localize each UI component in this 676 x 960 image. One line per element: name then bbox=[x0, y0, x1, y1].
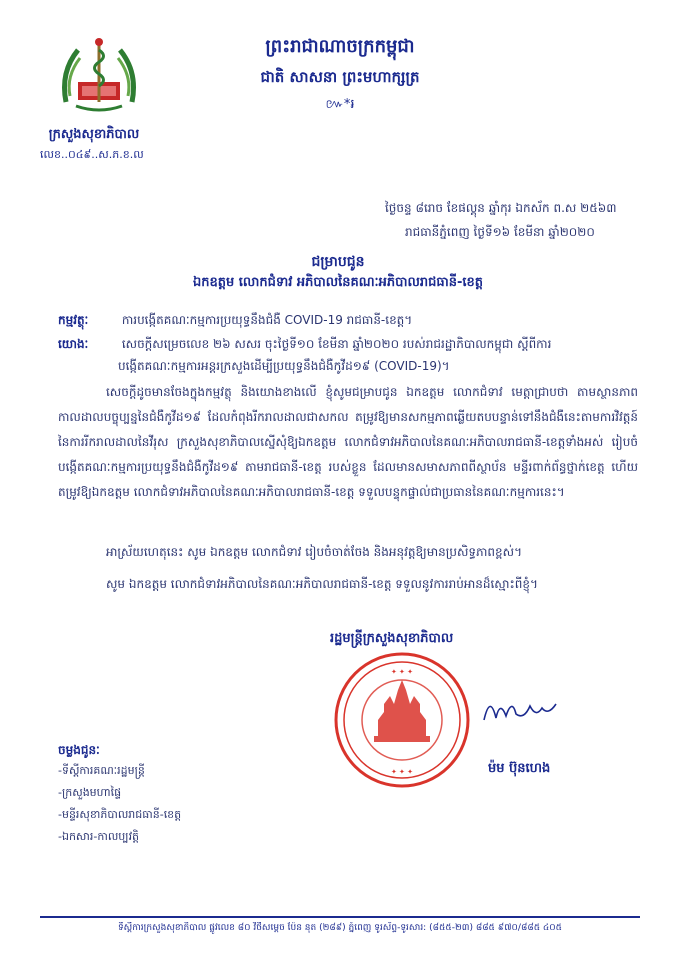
official-seal-icon bbox=[332, 650, 472, 790]
signer-name: ម៉ម ប៊ុនហេង bbox=[488, 761, 551, 776]
ministry-name: ក្រសួងសុខាភិបាល bbox=[48, 127, 140, 142]
reference-text-line1: សេចក្តីសម្រេចលេខ ២៦ សសរ ចុះថ្ងៃទី១០ ខែមីនា ឆ្នាំ២០២០ របស់រាជរដ្ឋាភិបាលកម្ពុជា ស្តីពីការ bbox=[121, 337, 552, 351]
ministry-emblem-icon bbox=[56, 32, 142, 116]
body-paragraph-2: អាស្រ័យហេតុនេះ សូម ឯកឧត្តម លោកជំទាវ រៀបចំចាត់ចែង និងអនុវត្តឱ្យមានប្រសិទ្ធភាពខ្ពស់។ bbox=[106, 545, 522, 559]
reference-line bbox=[58, 336, 551, 354]
svg-text:✦ ✦ ✦: ✦ ✦ ✦ bbox=[390, 668, 414, 676]
signer-title: រដ្ឋមន្ត្រីក្រសួងសុខាភិបាល bbox=[330, 631, 454, 646]
cc-title: ចម្លងជូនៈ bbox=[58, 743, 100, 757]
footer-address: ទីស្តីការក្រសួងសុខាភិបាល ផ្លូវលេខ ៨០ វិថីសម្តេច ប៉ែន នុត (២៨៩) ភ្នំពេញ ទូរស័ព្ទ-ទូរសារ: (៨៥៥-២៣) ៨៨៥ ៩៧០/៨៨៥ ៤០៥ bbox=[117, 923, 563, 933]
subject-text: ការបង្កើតគណៈកម្មការប្រយុទ្ធនឹងជំងឺ COVID-19 រាជធានី-ខេត្ត។ bbox=[121, 313, 413, 327]
solar-date: រាជធានីភ្នំពេញ ថ្ងៃទី១៦ ខែមីនា ឆ្នាំ២០២០ bbox=[405, 225, 595, 239]
cc-item: -ក្រសួងមហាផ្ទៃ bbox=[58, 786, 122, 799]
cc-item: -ឯកសារ-កាលប្បវត្តិ bbox=[58, 830, 140, 843]
reference-label: យោងៈ bbox=[58, 337, 89, 351]
body-paragraph-3: សូម ឯកឧត្តម លោកជំទាវអភិបាលនៃគណៈអភិបាលរាជធានី-ខេត្ត ទទួលនូវការរាប់អានដ៏ស្មោះពីខ្ញុំ។ bbox=[106, 577, 538, 591]
lunar-date: ថ្ងៃចន្ទ ៨រោច ខែផល្គុន ឆ្នាំកុរ ឯកស័ក ព.ស ២៥៦៣ bbox=[385, 201, 617, 215]
svg-text:✦ ✦ ✦: ✦ ✦ ✦ bbox=[390, 768, 414, 776]
cc-item: -ទីស្តីការគណៈរដ្ឋមន្ត្រី bbox=[58, 764, 145, 777]
reference-text-line2: បង្កើតគណៈកម្មការអន្តរក្រសួងដើម្បីប្រយុទ្ធនឹងជំងឺកូវីដ១៩ (COVID-19)។ bbox=[118, 359, 450, 373]
subject-line bbox=[58, 312, 412, 330]
body-paragraph-1: សេចក្តីដូចមានចែងក្នុងកម្មវត្ថុ និងយោងខាងលើ ខ្ញុំសូមជម្រាបជូន ឯកឧត្តម លោកជំទាវ មេត្តាជ្រាបថា តាមស្ថានភាពកាលដាលបច្ចុប្បន្ននៃជំងឺកូវីដ១៩ ដែលកំពុងរីករាលដាលជាសកល តម្រូវឱ្យមានសកម្មភាពឆ្លើយតបបន្ទាន់ទៅនឹងជំងឺនេះតាមការវិវត្តន៍នៃការរីករាលដាលនៃវីរុស ក្រសួងសុខាភិបាលស្នើសុំឱ្យឯកឧត្តម លោកជំទាវអភិបាលនៃគណៈអភិបាលរាជធានី-ខេត្តទាំងអស់ រៀបចំបង្កើតគណៈកម្មការប្រយុទ្ធនឹងជំងឺកូវីដ១៩ តាមរាជធានី-ខេត្ត របស់ខ្លួន ដែលមានសមាសភាពពីស្ថាប័ន មន្ទីរពាក់ព័ន្ធថ្នាក់ខេត្ត ហើយតម្រូវឱ្យឯកឧត្តម លោកជំទាវអភិបាលនៃគណៈអភិបាលរាជធានី-ខេត្ត ទទួលបន្ទុកផ្ទាល់ជាប្រធាននៃគណៈកម្មការនេះ។ bbox=[58, 385, 638, 499]
national-motto: ជាតិ សាសនា ព្រះមហាក្សត្រ bbox=[260, 68, 420, 86]
cc-item: -មន្ទីរសុខាភិបាលរាជធានី-ខេត្ត bbox=[58, 808, 182, 821]
recipient: ឯកឧត្តម លោកជំទាវ អភិបាលនៃគណៈអភិបាលរាជធានី-ខេត្ត bbox=[192, 275, 484, 290]
handwritten-signature-icon bbox=[480, 690, 560, 730]
salutation: ជម្រាបជូន bbox=[311, 254, 365, 270]
ornament-divider: ៚*៛ bbox=[325, 97, 355, 112]
footer-divider bbox=[40, 916, 640, 918]
kingdom-title: ព្រះរាជាណាចក្រកម្ពុជា bbox=[265, 36, 415, 57]
cc-list bbox=[58, 764, 181, 852]
subject-label: កម្មវត្ថុៈ bbox=[58, 313, 89, 327]
reference-number: លេខ..០៤៩..ស.ភ.ខ.ល bbox=[40, 148, 144, 161]
